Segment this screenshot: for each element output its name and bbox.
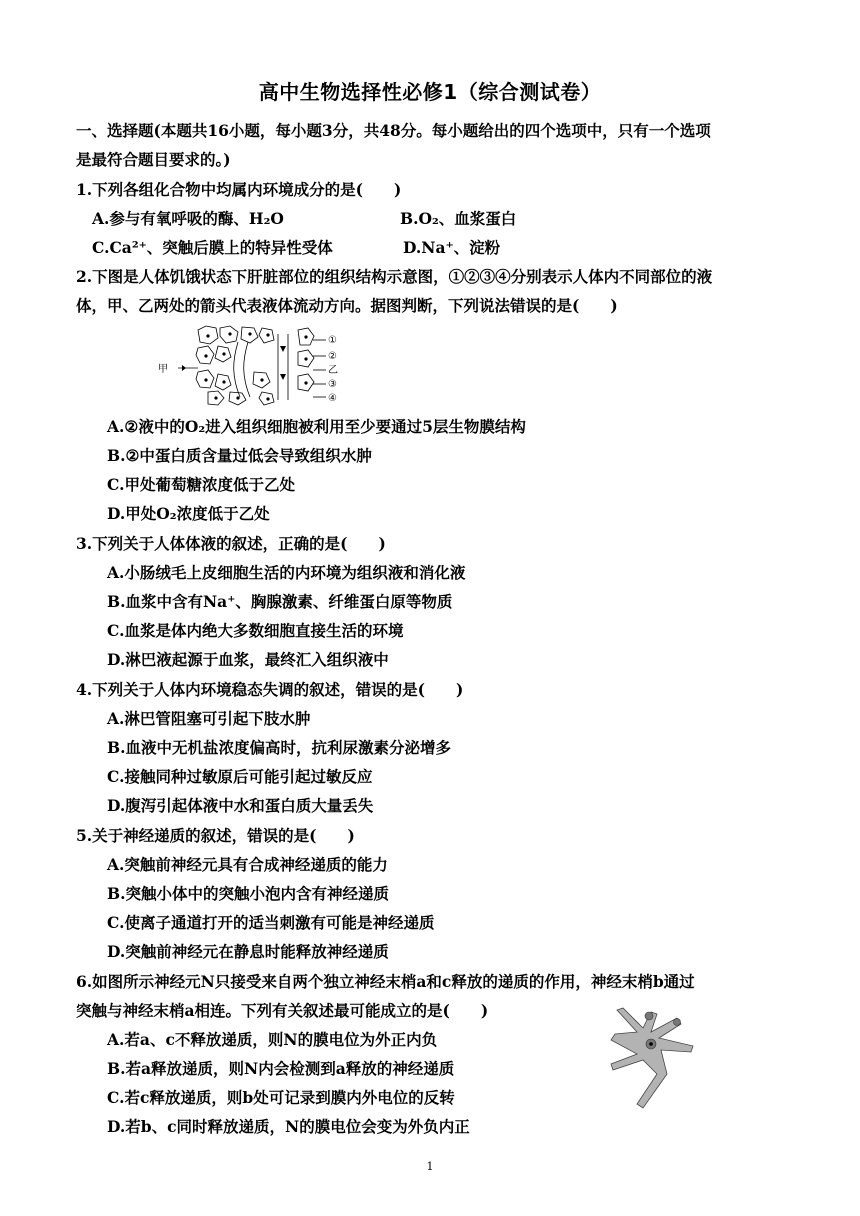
neuron-diagram (607, 1004, 697, 1110)
q6-option-c: C.若c释放递质，则b处可记录到膜内外电位的反转 (107, 1088, 455, 1107)
q4-option-a: A.淋巴管阻塞可引起下肢水肿 (107, 709, 311, 728)
q1-option-c: C.Ca²⁺、突触后膜上的特异性受体 (92, 238, 333, 257)
liver-tissue-diagram (158, 322, 338, 407)
q4-option-b: B.血液中无机盐浓度偏高时，抗利尿激素分泌增多 (107, 738, 451, 757)
fig-label-2: ② (328, 351, 337, 362)
q1-option-b: B.O₂、血浆蛋白 (400, 209, 517, 228)
fig-label-3: ③ (328, 379, 337, 390)
section-heading-line2: 是最符合题目要求的。) (76, 150, 231, 169)
q6-stem-line2: 突触与神经末梢a相连。下列有关叙述最可能成立的是( ) (76, 1001, 489, 1020)
q1-stem: 1.下列各组化合物中均属内环境成分的是( ) (76, 180, 402, 199)
q1-option-a: A.参与有氧呼吸的酶、H₂O (92, 209, 284, 228)
q2-option-c: C.甲处葡萄糖浓度低于乙处 (107, 475, 295, 494)
q3-option-d: D.淋巴液起源于血浆，最终汇入组织液中 (107, 650, 389, 669)
q3-option-a: A.小肠绒毛上皮细胞生活的内环境为组织液和消化液 (107, 563, 466, 582)
fig-label-1: ① (328, 335, 337, 346)
q5-option-c: C.使离子通道打开的适当刺激有可能是神经递质 (107, 913, 435, 932)
q5-option-d: D.突触前神经元在静息时能释放神经递质 (107, 942, 389, 961)
q5-option-b: B.突触小体中的突触小泡内含有神经递质 (107, 884, 389, 903)
q6-stem-line1: 6.如图所示神经元N只接受来自两个独立神经末梢a和c释放的递质的作用，神经末梢b通过 (76, 972, 695, 991)
fig-label-4: ④ (328, 393, 337, 404)
q6-option-a: A.若a、c不释放递质，则N的膜电位为外正内负 (107, 1030, 438, 1049)
q2-option-b: B.②中蛋白质含量过低会导致组织水肿 (107, 446, 372, 465)
q3-option-b: B.血浆中含有Na⁺、胸腺激素、纤维蛋白原等物质 (107, 592, 453, 611)
page-number: 1 (426, 1160, 434, 1173)
q6-option-b: B.若a释放递质，则N内会检测到a释放的神经递质 (107, 1059, 455, 1078)
q2-stem-line1: 2.下图是人体饥饿状态下肝脏部位的组织结构示意图，①②③④分别表示人体内不同部位的液 (76, 267, 713, 286)
q4-option-c: C.接触同种过敏原后可能引起过敏反应 (107, 767, 373, 786)
q3-stem: 3.下列关于人体体液的叙述，正确的是( ) (76, 534, 386, 553)
q1-option-d: D.Na⁺、淀粉 (403, 238, 501, 257)
section-heading-line1: 一、选择题(本题共16小题，每小题3分，共48分。每小题给出的四个选项中，只有一个选项 (76, 121, 711, 140)
q6-option-d: D.若b、c同时释放递质，N的膜电位会变为外负内正 (107, 1117, 470, 1136)
q5-option-a: A.突触前神经元具有合成神经递质的能力 (107, 855, 388, 874)
q4-option-d: D.腹泻引起体液中水和蛋白质大量丢失 (107, 796, 374, 815)
fig-label-jia: 甲 (158, 364, 168, 375)
fig-label-yi: 乙 (328, 365, 338, 376)
q2-option-d: D.甲处O₂浓度低于乙处 (107, 504, 270, 523)
q2-stem-line2: 体，甲、乙两处的箭头代表液体流动方向。据图判断，下列说法错误的是( ) (76, 296, 618, 315)
q4-stem: 4.下列关于人体内环境稳态失调的叙述，错误的是( ) (76, 680, 464, 699)
q5-stem: 5.关于神经递质的叙述，错误的是( ) (76, 826, 355, 845)
q3-option-c: C.血浆是体内绝大多数细胞直接生活的环境 (107, 621, 404, 640)
q2-option-a: A.②液中的O₂进入组织细胞被利用至少要通过5层生物膜结构 (107, 417, 526, 436)
page-title: 高中生物选择性必修1（综合测试卷） (258, 80, 602, 104)
